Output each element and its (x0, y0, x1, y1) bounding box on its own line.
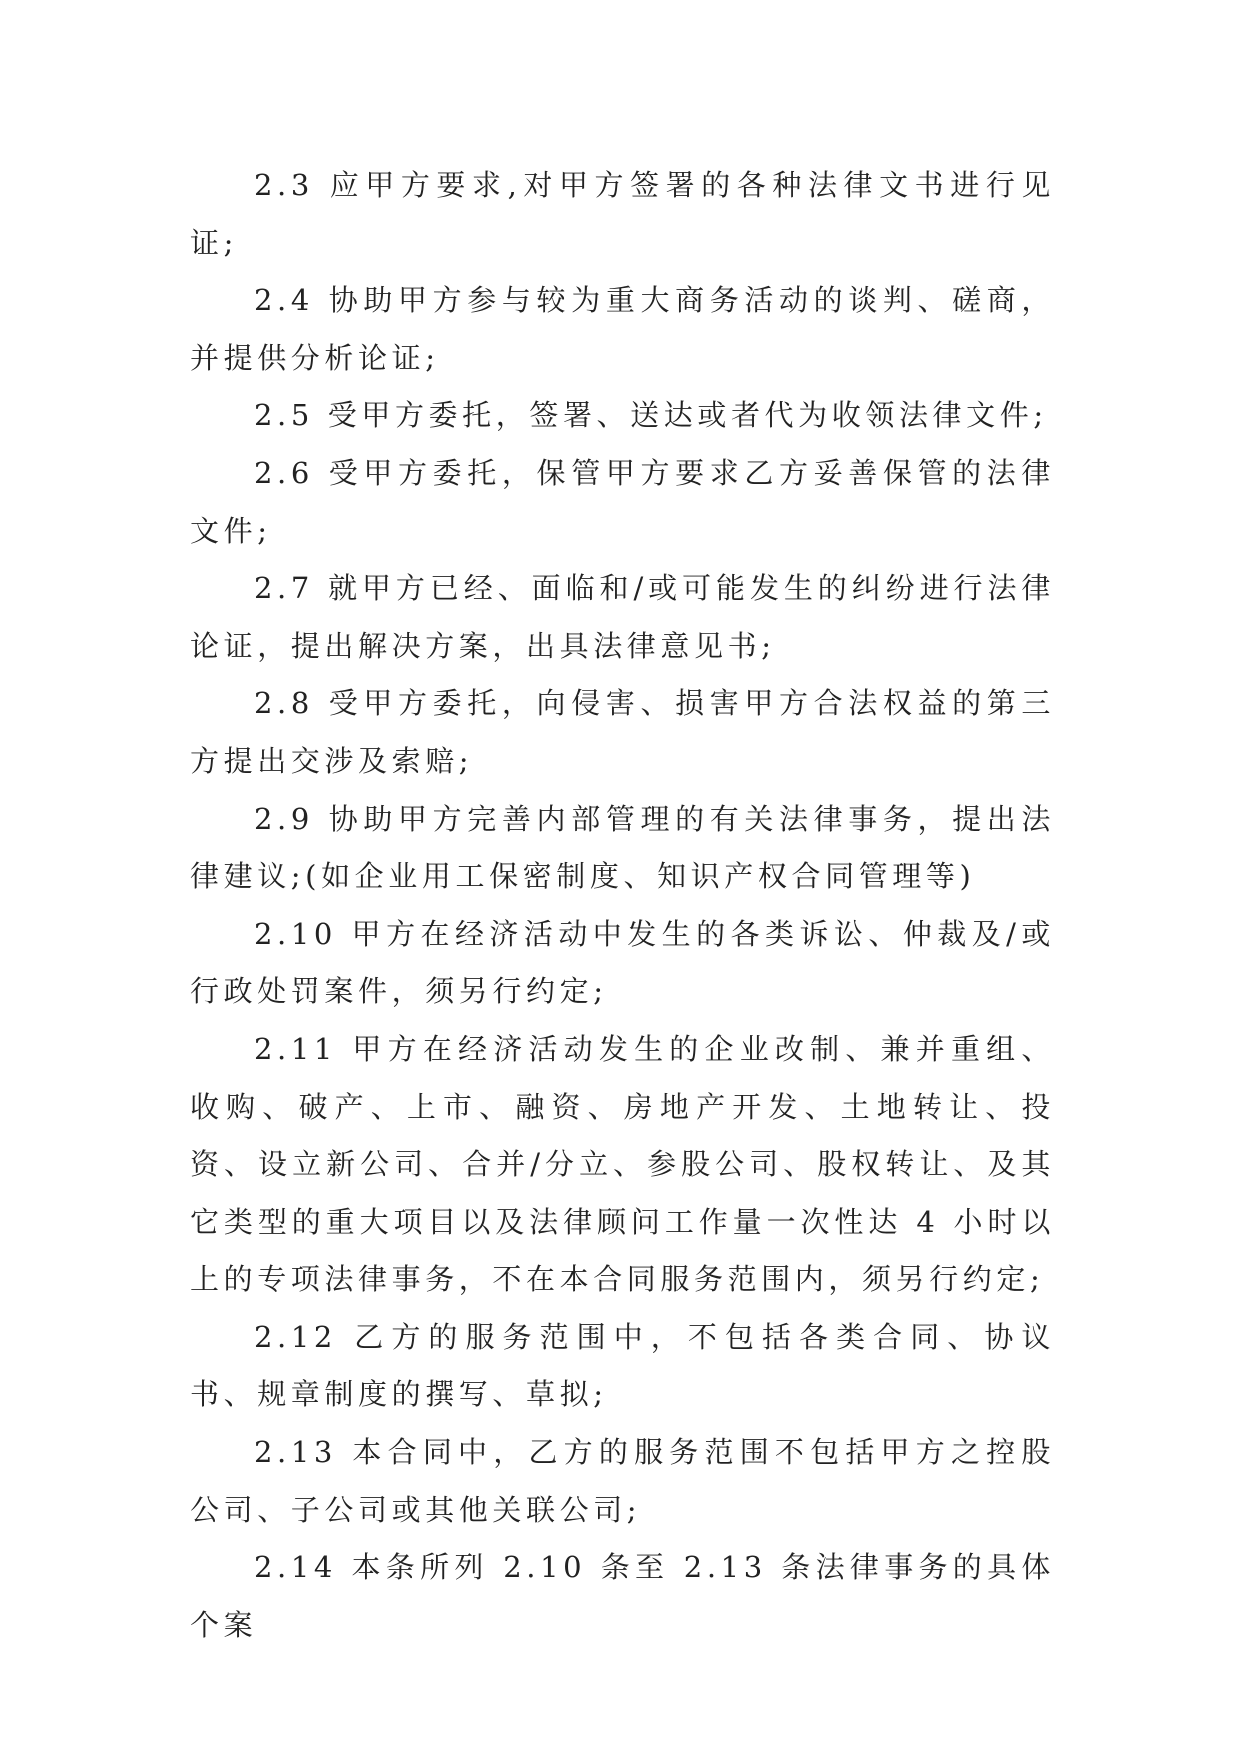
document-body (190, 157, 1055, 1654)
clause-2-10: 2.10 甲方在经济活动中发生的各类诉讼、仲裁及/或行政处罚案件，须另行约定; (190, 916, 1055, 1009)
clause-2-7: 2.7 就甲方已经、面临和/或可能发生的纠纷进行法律论证，提出解决方案，出具法律意见书; (190, 571, 1055, 663)
clause-2-4: 2.4 协助甲方参与较为重大商务活动的谈判、磋商，并提供分析论证; (190, 283, 1055, 375)
clause-2-8: 2.8 受甲方委托，向侵害、损害甲方合法权益的第三方提出交涉及索赔; (190, 686, 1055, 778)
clause-2-13: 2.13 本合同中，乙方的服务范围不包括甲方之控股公司、子公司或其他关联公司; (190, 1435, 1055, 1527)
clause-2-11: 2.11 甲方在经济活动发生的企业改制、兼并重组、收购、破产、上市、融资、房地产开发、土地转让、投资、设立新公司、合并/分立、参股公司、股权转让、及其它类型的重大项目以及法律顾问工作量一次性达 4 小时以上的专项法律事务，不在本合同服务范围内，须另行约定; (190, 1031, 1055, 1297)
clause-2-14: 2.14 本条所列 2.10 条至 2.13 条法律事务的具体个案 (190, 1550, 1055, 1642)
clause-2-3: 2.3 应甲方要求,对甲方签署的各种法律文书进行见证; (190, 168, 1055, 260)
clause-2-12: 2.12 乙方的服务范围中，不包括各类合同、协议书、规章制度的撰写、草拟; (190, 1319, 1055, 1412)
clause-2-9: 2.9 协助甲方完善内部管理的有关法律事务，提出法律建议;(如企业用工保密制度、知识产权合同管理等) (190, 801, 1055, 894)
clause-2-6: 2.6 受甲方委托，保管甲方要求乙方妥善保管的法律文件; (190, 455, 1055, 548)
clause-2-5: 2.5 受甲方委托，签署、送达或者代为收领法律文件; (254, 398, 1048, 433)
